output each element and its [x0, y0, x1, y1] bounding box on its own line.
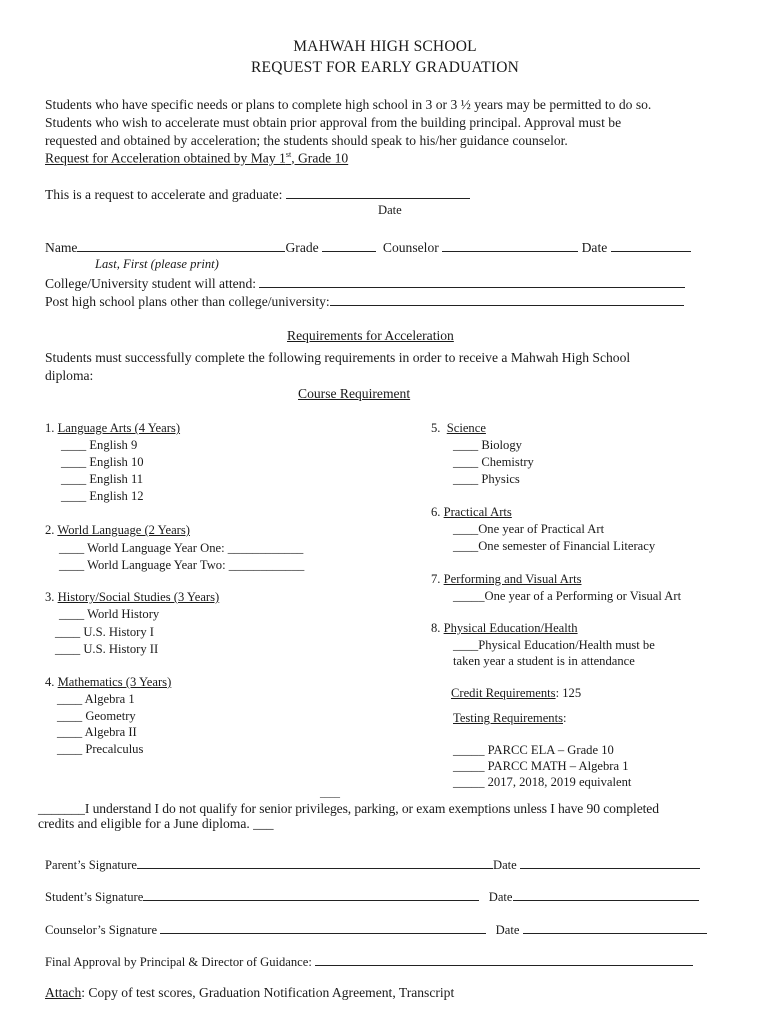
student-date-field[interactable]: [513, 888, 699, 901]
post-plans-field[interactable]: [330, 293, 684, 306]
list-item[interactable]: ____ English 9: [61, 438, 138, 452]
list-item[interactable]: _____ 2017, 2018, 2019 equivalent: [453, 775, 632, 789]
counselor-field[interactable]: [442, 239, 578, 252]
college-field[interactable]: [259, 275, 685, 288]
accelerate-date-label: Date: [378, 203, 402, 217]
post-plans-row: Post high school plans other than college/university:: [45, 293, 684, 310]
grade-field[interactable]: [322, 239, 376, 252]
section-practical-arts: 6. Practical Arts: [431, 505, 512, 519]
list-item[interactable]: ____ Chemistry: [453, 455, 534, 469]
final-approval-field[interactable]: [315, 953, 693, 966]
list-item[interactable]: ____ U.S. History II: [55, 642, 159, 656]
parent-signature-field[interactable]: [137, 856, 493, 869]
course-heading: Course Requirement: [298, 386, 411, 401]
accelerate-row: This is a request to accelerate and graduate:: [45, 186, 470, 203]
list-item[interactable]: ____Physical Education/Health must be: [453, 638, 655, 652]
section-history: 3. History/Social Studies (3 Years): [45, 590, 220, 604]
intro-line-2: Students who wish to accelerate must obtain prior approval from the building principal. Approval must be: [45, 115, 622, 130]
name-field[interactable]: [77, 239, 285, 252]
counselor-signature-row: Counselor’s Signature Date: [45, 921, 707, 938]
section-language-arts: 1. Language Arts (4 Years): [45, 421, 181, 435]
list-item[interactable]: ____ English 11: [61, 472, 144, 486]
list-item[interactable]: ____ Geometry: [57, 709, 136, 723]
student-signature-field[interactable]: [143, 888, 479, 901]
list-item[interactable]: ____ World Language Year Two: ____________: [59, 558, 305, 572]
list-item[interactable]: ____One year of Practical Art: [453, 522, 605, 536]
list-item[interactable]: _____ PARCC ELA – Grade 10: [453, 743, 614, 757]
acknowledge-line-1[interactable]: _______I understand I do not qualify for senior privileges, parking, or exam exemptions unless I have 90 completed: [38, 801, 659, 816]
list-item[interactable]: ____ Algebra II: [57, 725, 137, 739]
requirements-heading: Requirements for Acceleration: [287, 328, 454, 343]
deadline-note: Request for Acceleration obtained by May 1st, Grade 10: [45, 150, 349, 166]
page-title: MAHWAH HIGH SCHOOL: [293, 38, 477, 55]
accelerate-date-field[interactable]: [286, 186, 470, 199]
section-physical-education: 8. Physical Education/Health: [431, 621, 578, 635]
list-item[interactable]: ____ Biology: [453, 438, 522, 452]
list-item[interactable]: ____ Precalculus: [57, 742, 144, 756]
section-science: 5. Science: [431, 421, 486, 435]
credit-requirements: Credit Requirements: 125: [451, 686, 582, 700]
attach-note: Attach: Copy of test scores, Graduation Notification Agreement, Transcript: [45, 985, 455, 1000]
name-hint: Last, First (please print): [95, 257, 219, 271]
parent-signature-row: Parent’s Signature Date: [45, 856, 700, 873]
section-performing-arts: 7. Performing and Visual Arts: [431, 572, 582, 586]
section-mathematics: 4. Mathematics (3 Years): [45, 675, 172, 689]
list-item[interactable]: ____One semester of Financial Literacy: [453, 539, 656, 553]
requirements-text-2: diploma:: [45, 368, 94, 383]
requirements-text-1: Students must successfully complete the following requirements in order to receive a Mahwah High School: [45, 350, 631, 365]
list-item[interactable]: ____ U.S. History I: [55, 625, 155, 639]
section-world-language: 2. World Language (2 Years): [45, 523, 190, 537]
final-approval-row: Final Approval by Principal & Director of Guidance:: [45, 953, 693, 970]
intro-line-1: Students who have specific needs or plans to complete high school in 3 or 3 ½ years may be permitted to do so.: [45, 97, 652, 112]
list-item[interactable]: ____ Algebra 1: [57, 692, 135, 706]
counselor-signature-field[interactable]: [160, 921, 486, 934]
acknowledge-line-2: credits and eligible for a June diploma. ___: [38, 816, 274, 831]
list-item[interactable]: ____ Physics: [453, 472, 520, 486]
counselor-date-field[interactable]: [523, 921, 707, 934]
list-item[interactable]: _____ PARCC MATH – Algebra 1: [453, 759, 629, 773]
student-signature-row: Student’s Signature Date: [45, 888, 699, 905]
list-item[interactable]: ____ English 12: [61, 489, 144, 503]
parent-date-field[interactable]: [520, 856, 700, 869]
page-subtitle: REQUEST FOR EARLY GRADUATION: [251, 59, 519, 76]
list-item: taken year a student is in attendance: [453, 654, 635, 668]
acknowledge-mark: ____: [320, 788, 340, 799]
college-row: College/University student will attend:: [45, 275, 685, 292]
name-row: Name Grade Counselor Date: [45, 239, 691, 256]
name-date-field[interactable]: [611, 239, 691, 252]
list-item[interactable]: ____ English 10: [61, 455, 144, 469]
list-item[interactable]: ____ World History: [59, 607, 160, 621]
list-item[interactable]: ____ World Language Year One: ____________: [59, 541, 304, 555]
testing-requirements: Testing Requirements:: [453, 711, 567, 725]
list-item[interactable]: _____One year of a Performing or Visual Art: [453, 589, 682, 603]
intro-line-3: requested and obtained by acceleration; the students should speak to his/her guidance counselor.: [45, 133, 568, 148]
